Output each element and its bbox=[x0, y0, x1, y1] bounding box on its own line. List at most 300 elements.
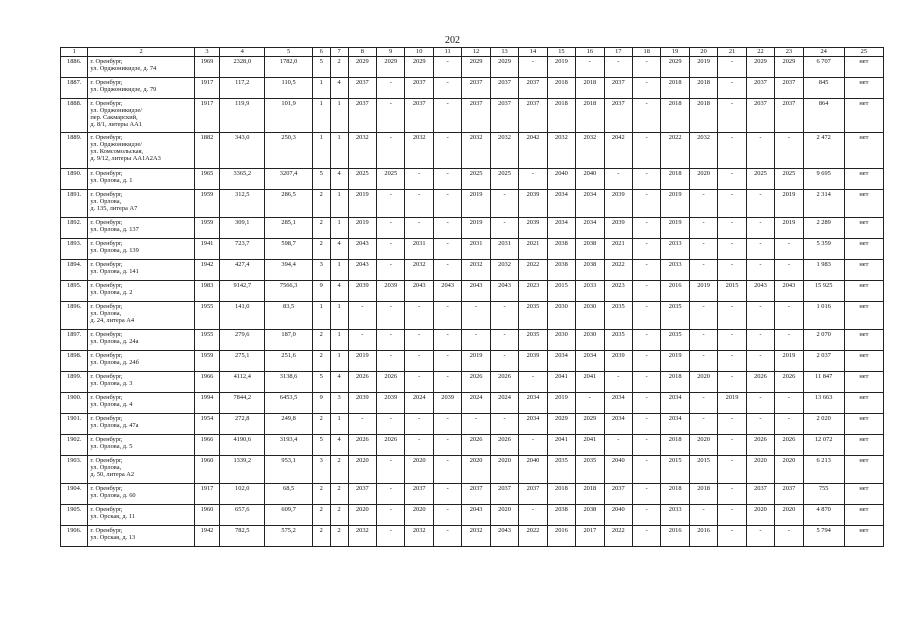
table-cell: 2031 bbox=[462, 239, 490, 260]
table-cell: - bbox=[377, 260, 405, 281]
table-cell: 2025 bbox=[462, 169, 490, 190]
table-cell: - bbox=[775, 302, 803, 330]
table-cell: 2328,0 bbox=[220, 57, 265, 78]
table-cell: 2034 bbox=[519, 414, 547, 435]
table-cell: 2040 bbox=[547, 169, 575, 190]
table-cell: - bbox=[433, 526, 461, 547]
column-header: 8 bbox=[348, 48, 376, 57]
table-cell: 2019 bbox=[775, 218, 803, 239]
table-cell: 1955 bbox=[194, 302, 219, 330]
table-cell: 2039 bbox=[604, 190, 632, 218]
table-cell: 3 bbox=[312, 260, 330, 281]
table-cell: 7566,3 bbox=[265, 281, 312, 302]
address-line: г. Оренбург, bbox=[90, 282, 123, 289]
table-cell: - bbox=[689, 239, 717, 260]
address-line: ул. Орлова, д. 24б bbox=[90, 359, 139, 367]
table-cell: 2015 bbox=[661, 456, 689, 484]
address-line: г. Оренбург, bbox=[90, 485, 123, 492]
header-row bbox=[61, 48, 884, 57]
row-number-cell: 1894. bbox=[61, 260, 88, 281]
row-number-cell: 1900. bbox=[61, 393, 88, 414]
table-cell: - bbox=[604, 57, 632, 78]
table-cell: - bbox=[632, 414, 660, 435]
table-cell: - bbox=[433, 414, 461, 435]
table-cell: - bbox=[405, 302, 433, 330]
address-cell bbox=[88, 351, 194, 372]
table-cell: 250,3 bbox=[265, 133, 312, 169]
address-line: ул. Орджоникидзе, д. 74 bbox=[90, 65, 157, 73]
column-header: 23 bbox=[775, 48, 803, 57]
table-cell: 2020 bbox=[775, 505, 803, 526]
table-cell: 2020 bbox=[348, 505, 376, 526]
address-line: ул. Орлова, bbox=[90, 464, 122, 472]
table-cell: 2026 bbox=[775, 372, 803, 393]
table-cell: 9 bbox=[312, 281, 330, 302]
table-cell: - bbox=[689, 414, 717, 435]
address-cell bbox=[88, 281, 194, 302]
address-line: пер. Сакмарский, bbox=[90, 114, 138, 122]
table-cell: 2034 bbox=[576, 351, 604, 372]
table-cell: 2034 bbox=[547, 351, 575, 372]
table-cell: 7844,2 bbox=[220, 393, 265, 414]
table-cell: 1955 bbox=[194, 330, 219, 351]
column-header: 11 bbox=[433, 48, 461, 57]
table-cell: - bbox=[718, 218, 746, 239]
table-cell: 2020 bbox=[405, 456, 433, 484]
table-cell: 285,1 bbox=[265, 218, 312, 239]
table-cell: 2 bbox=[330, 526, 348, 547]
table-cell: 68,5 bbox=[265, 484, 312, 505]
table-row bbox=[61, 435, 884, 456]
column-header: 25 bbox=[844, 48, 883, 57]
table-cell: - bbox=[490, 351, 518, 372]
column-header: 19 bbox=[661, 48, 689, 57]
table-cell: - bbox=[433, 190, 461, 218]
table-cell: - bbox=[746, 330, 774, 351]
table-cell: 2018 bbox=[661, 435, 689, 456]
table-row bbox=[61, 526, 884, 547]
table-cell: 2032 bbox=[405, 526, 433, 547]
table-cell: 275,1 bbox=[220, 351, 265, 372]
table-cell: 187,0 bbox=[265, 330, 312, 351]
table-cell: 2 bbox=[312, 190, 330, 218]
table-cell: 2 bbox=[312, 505, 330, 526]
table-cell: - bbox=[718, 239, 746, 260]
table-cell: 845 bbox=[803, 78, 844, 99]
table-cell: - bbox=[433, 239, 461, 260]
table-cell: - bbox=[746, 414, 774, 435]
table-cell: 1782,0 bbox=[265, 57, 312, 78]
table-cell: 598,7 bbox=[265, 239, 312, 260]
table-cell: 2030 bbox=[576, 330, 604, 351]
address-line: ул. Орская, д. 13 bbox=[90, 534, 136, 542]
table-cell: 2026 bbox=[462, 435, 490, 456]
table-cell: - bbox=[462, 414, 490, 435]
table-cell: - bbox=[746, 393, 774, 414]
table-cell: 2033 bbox=[661, 505, 689, 526]
table-cell: 2038 bbox=[576, 260, 604, 281]
table-cell: 2038 bbox=[547, 260, 575, 281]
table-cell: 5 bbox=[312, 57, 330, 78]
table-row bbox=[61, 218, 884, 239]
address-line: ул. Орлова, д. 2 bbox=[90, 289, 133, 297]
table-cell: 2032 bbox=[490, 260, 518, 281]
table-cell: 4 870 bbox=[803, 505, 844, 526]
table-cell: - bbox=[718, 435, 746, 456]
table-cell: - bbox=[433, 456, 461, 484]
table-cell: - bbox=[377, 218, 405, 239]
table-cell: нет bbox=[844, 190, 883, 218]
table-cell: 279,6 bbox=[220, 330, 265, 351]
table-cell: 3 bbox=[330, 393, 348, 414]
table-cell: - bbox=[433, 133, 461, 169]
table-cell: 4 bbox=[330, 169, 348, 190]
table-row bbox=[61, 281, 884, 302]
table-cell: 2030 bbox=[547, 302, 575, 330]
row-number-cell: 1895. bbox=[61, 281, 88, 302]
table-cell: 394,4 bbox=[265, 260, 312, 281]
table-cell: 657,6 bbox=[220, 505, 265, 526]
table-cell: - bbox=[433, 78, 461, 99]
table-cell: 2033 bbox=[661, 260, 689, 281]
table-cell: 2 070 bbox=[803, 330, 844, 351]
table-cell: нет bbox=[844, 260, 883, 281]
table-cell: 2021 bbox=[604, 239, 632, 260]
address-cell bbox=[88, 526, 194, 547]
table-cell: 2032 bbox=[490, 133, 518, 169]
table-cell: 2020 bbox=[775, 456, 803, 484]
table-cell: - bbox=[405, 351, 433, 372]
table-cell: - bbox=[433, 57, 461, 78]
table-cell: - bbox=[433, 505, 461, 526]
table-cell: 2031 bbox=[405, 239, 433, 260]
table-cell: 2040 bbox=[519, 456, 547, 484]
table-cell: 2020 bbox=[689, 169, 717, 190]
table-cell: - bbox=[632, 393, 660, 414]
table-cell: - bbox=[377, 484, 405, 505]
table-cell: 2026 bbox=[490, 435, 518, 456]
column-header: 22 bbox=[746, 48, 774, 57]
table-cell: 2037 bbox=[604, 78, 632, 99]
address-cell bbox=[88, 57, 194, 78]
address-cell bbox=[88, 330, 194, 351]
table-cell: - bbox=[433, 218, 461, 239]
table-cell: 2037 bbox=[462, 99, 490, 133]
table-cell: 1 bbox=[330, 330, 348, 351]
row-number-cell: 1891. bbox=[61, 190, 88, 218]
table-cell: 2026 bbox=[348, 372, 376, 393]
table-cell: 2029 bbox=[490, 57, 518, 78]
address-line: д. 8/1, литеры АА1 bbox=[90, 121, 142, 129]
address-line: ул. Орлова, bbox=[90, 198, 122, 206]
table-row bbox=[61, 393, 884, 414]
table-cell: - bbox=[746, 302, 774, 330]
table-cell: - bbox=[377, 239, 405, 260]
column-header: 18 bbox=[632, 48, 660, 57]
table-cell: 343,0 bbox=[220, 133, 265, 169]
table-cell: 1 016 bbox=[803, 302, 844, 330]
address-line: г. Оренбург, bbox=[90, 457, 123, 464]
table-cell: 2 472 bbox=[803, 133, 844, 169]
table-cell: - bbox=[490, 414, 518, 435]
address-line: д. 9/12, литеры АА1А2А3 bbox=[90, 155, 161, 163]
table-cell: 13 663 bbox=[803, 393, 844, 414]
table-cell: 2020 bbox=[405, 505, 433, 526]
table-cell: - bbox=[604, 435, 632, 456]
table-cell: - bbox=[718, 78, 746, 99]
table-cell: нет bbox=[844, 133, 883, 169]
table-cell: 864 bbox=[803, 99, 844, 133]
table-cell: 2029 bbox=[775, 57, 803, 78]
table-cell: 2018 bbox=[661, 372, 689, 393]
table-cell: 2034 bbox=[604, 414, 632, 435]
address-line: г. Оренбург, bbox=[90, 527, 123, 534]
address-cell bbox=[88, 505, 194, 526]
table-cell: 4 bbox=[330, 281, 348, 302]
table-cell: 2018 bbox=[576, 99, 604, 133]
table-cell: - bbox=[632, 351, 660, 372]
table-cell: - bbox=[377, 351, 405, 372]
table-cell: 2032 bbox=[547, 133, 575, 169]
row-number-cell: 1886. bbox=[61, 57, 88, 78]
table-cell: - bbox=[689, 190, 717, 218]
table-cell: 4 bbox=[330, 239, 348, 260]
table-cell: 2025 bbox=[746, 169, 774, 190]
table-cell: 1942 bbox=[194, 526, 219, 547]
table-cell: - bbox=[689, 218, 717, 239]
table-cell: - bbox=[632, 281, 660, 302]
table-cell: 2 bbox=[312, 218, 330, 239]
table-cell: - bbox=[718, 302, 746, 330]
table-cell: 2039 bbox=[433, 393, 461, 414]
table-cell: - bbox=[718, 505, 746, 526]
table-cell: 5 bbox=[312, 169, 330, 190]
column-header: 21 bbox=[718, 48, 746, 57]
table-cell: - bbox=[433, 99, 461, 133]
table-cell: 5 359 bbox=[803, 239, 844, 260]
row-number-cell: 1889. bbox=[61, 133, 88, 169]
table-cell: 2034 bbox=[661, 414, 689, 435]
table-cell: 2039 bbox=[377, 281, 405, 302]
address-line: г. Оренбург, bbox=[90, 415, 123, 422]
table-cell: 3193,4 bbox=[265, 435, 312, 456]
table-cell: - bbox=[405, 218, 433, 239]
table-cell: 286,5 bbox=[265, 190, 312, 218]
address-cell bbox=[88, 393, 194, 414]
table-cell: 1 bbox=[312, 78, 330, 99]
table-cell: - bbox=[519, 169, 547, 190]
table-cell: 2043 bbox=[348, 239, 376, 260]
table-cell: 9 bbox=[312, 393, 330, 414]
table-cell: - bbox=[490, 218, 518, 239]
table-cell: 1917 bbox=[194, 78, 219, 99]
table-cell: 2037 bbox=[746, 484, 774, 505]
table-cell: 1 bbox=[330, 260, 348, 281]
table-cell: 1339,2 bbox=[220, 456, 265, 484]
table-cell: 2034 bbox=[547, 190, 575, 218]
table-cell: 2032 bbox=[405, 133, 433, 169]
table-cell: - bbox=[377, 302, 405, 330]
table-cell: 2026 bbox=[775, 435, 803, 456]
table-cell: 1959 bbox=[194, 218, 219, 239]
table-cell: 5 bbox=[312, 372, 330, 393]
table-cell: 1 bbox=[330, 351, 348, 372]
table-cell: 2026 bbox=[490, 372, 518, 393]
table-cell: - bbox=[632, 435, 660, 456]
table-cell: 2039 bbox=[377, 393, 405, 414]
table-cell: 2039 bbox=[604, 351, 632, 372]
table-cell: - bbox=[718, 190, 746, 218]
table-row bbox=[61, 484, 884, 505]
address-cell bbox=[88, 260, 194, 281]
table-cell: - bbox=[632, 57, 660, 78]
table-cell: 2038 bbox=[576, 239, 604, 260]
table-cell: 2039 bbox=[519, 190, 547, 218]
table-cell: 2026 bbox=[377, 372, 405, 393]
address-line: г. Оренбург, bbox=[90, 100, 123, 107]
table-row bbox=[61, 133, 884, 169]
table-cell: 15 925 bbox=[803, 281, 844, 302]
table-cell: 2037 bbox=[490, 99, 518, 133]
table-cell: - bbox=[405, 190, 433, 218]
table-cell: 2037 bbox=[462, 484, 490, 505]
table-cell: 2023 bbox=[604, 281, 632, 302]
table-cell: 5 794 bbox=[803, 526, 844, 547]
table-cell: 2024 bbox=[462, 393, 490, 414]
address-cell bbox=[88, 133, 194, 169]
table-cell: 5 bbox=[312, 435, 330, 456]
table-cell: - bbox=[433, 169, 461, 190]
table-cell: 2020 bbox=[689, 372, 717, 393]
table-cell: 2037 bbox=[405, 78, 433, 99]
table-cell: 2037 bbox=[490, 78, 518, 99]
table-cell: 2024 bbox=[490, 393, 518, 414]
table-row bbox=[61, 169, 884, 190]
table-cell: - bbox=[433, 351, 461, 372]
table-cell: 2034 bbox=[661, 393, 689, 414]
table-cell: 2032 bbox=[689, 133, 717, 169]
table-cell: 2029 bbox=[377, 57, 405, 78]
table-cell: 1917 bbox=[194, 99, 219, 133]
table-cell: 427,4 bbox=[220, 260, 265, 281]
table-cell: 2043 bbox=[490, 526, 518, 547]
table-cell: - bbox=[377, 526, 405, 547]
address-line: ул. Комсомольская, bbox=[90, 148, 144, 156]
table-cell: - bbox=[632, 260, 660, 281]
table-cell: 2018 bbox=[576, 78, 604, 99]
table-cell: 110,5 bbox=[265, 78, 312, 99]
table-cell: 2 bbox=[312, 526, 330, 547]
address-cell bbox=[88, 484, 194, 505]
table-cell: 2018 bbox=[547, 78, 575, 99]
table-cell: 609,7 bbox=[265, 505, 312, 526]
table-cell: нет bbox=[844, 302, 883, 330]
table-cell: 101,9 bbox=[265, 99, 312, 133]
table-cell: 2022 bbox=[519, 526, 547, 547]
table-cell: - bbox=[377, 99, 405, 133]
table-cell: 2032 bbox=[348, 526, 376, 547]
table-cell: - bbox=[689, 260, 717, 281]
table-cell: нет bbox=[844, 239, 883, 260]
table-cell: 1 bbox=[330, 133, 348, 169]
address-line: д. 24, литера А4 bbox=[90, 317, 135, 325]
table-cell: 2034 bbox=[576, 218, 604, 239]
address-line: ул. Орлова, д. 3 bbox=[90, 380, 133, 388]
table-cell: 2035 bbox=[576, 456, 604, 484]
table-cell: 2019 bbox=[661, 190, 689, 218]
address-line: г. Оренбург, bbox=[90, 79, 123, 86]
table-cell: 2029 bbox=[547, 414, 575, 435]
table-cell: 2018 bbox=[689, 78, 717, 99]
table-cell: - bbox=[377, 414, 405, 435]
table-cell: - bbox=[405, 330, 433, 351]
table-cell: 575,2 bbox=[265, 526, 312, 547]
table-cell: 2020 bbox=[490, 505, 518, 526]
table-cell: 755 bbox=[803, 484, 844, 505]
row-number-cell: 1893. bbox=[61, 239, 88, 260]
table-row bbox=[61, 302, 884, 330]
table-cell: 2032 bbox=[576, 133, 604, 169]
column-header: 6 bbox=[312, 48, 330, 57]
table-cell: - bbox=[405, 435, 433, 456]
address-line: г. Оренбург, bbox=[90, 58, 123, 65]
row-number-cell: 1892. bbox=[61, 218, 88, 239]
table-cell: 2026 bbox=[462, 372, 490, 393]
table-cell: 2 020 bbox=[803, 414, 844, 435]
table-cell: 2037 bbox=[462, 78, 490, 99]
address-cell bbox=[88, 456, 194, 484]
table-cell: 2025 bbox=[377, 169, 405, 190]
table-cell: 2043 bbox=[462, 281, 490, 302]
table-cell: - bbox=[433, 302, 461, 330]
table-cell: 2 bbox=[312, 239, 330, 260]
column-header: 3 bbox=[194, 48, 219, 57]
table-cell: - bbox=[490, 302, 518, 330]
table-cell: 2032 bbox=[462, 526, 490, 547]
table-cell: 2038 bbox=[547, 239, 575, 260]
table-cell: - bbox=[775, 239, 803, 260]
table-cell: 1965 bbox=[194, 169, 219, 190]
address-line: г. Оренбург, bbox=[90, 134, 123, 141]
table-cell: 9 695 bbox=[803, 169, 844, 190]
table-cell: 2029 bbox=[661, 57, 689, 78]
table-cell: 2022 bbox=[604, 260, 632, 281]
address-line: ул. Орлова, д. 24а bbox=[90, 338, 139, 346]
row-number-cell: 1897. bbox=[61, 330, 88, 351]
column-header: 10 bbox=[405, 48, 433, 57]
table-cell: 2022 bbox=[661, 133, 689, 169]
table-cell: 2038 bbox=[547, 505, 575, 526]
table-cell: 2035 bbox=[519, 302, 547, 330]
address-cell bbox=[88, 169, 194, 190]
table-cell: нет bbox=[844, 505, 883, 526]
table-cell: - bbox=[405, 372, 433, 393]
table-cell: 2020 bbox=[746, 456, 774, 484]
table-row bbox=[61, 57, 884, 78]
table-cell: 249,8 bbox=[265, 414, 312, 435]
table-cell: 4 bbox=[330, 78, 348, 99]
table-cell: 2040 bbox=[576, 169, 604, 190]
row-number-cell: 1888. bbox=[61, 99, 88, 133]
table-cell: нет bbox=[844, 393, 883, 414]
table-cell: 309,1 bbox=[220, 218, 265, 239]
table-cell: 2043 bbox=[746, 281, 774, 302]
address-line: г. Оренбург, bbox=[90, 394, 123, 401]
table-cell: 2029 bbox=[746, 57, 774, 78]
column-header: 4 bbox=[220, 48, 265, 57]
table-cell: 2039 bbox=[519, 218, 547, 239]
table-cell: 2034 bbox=[519, 393, 547, 414]
